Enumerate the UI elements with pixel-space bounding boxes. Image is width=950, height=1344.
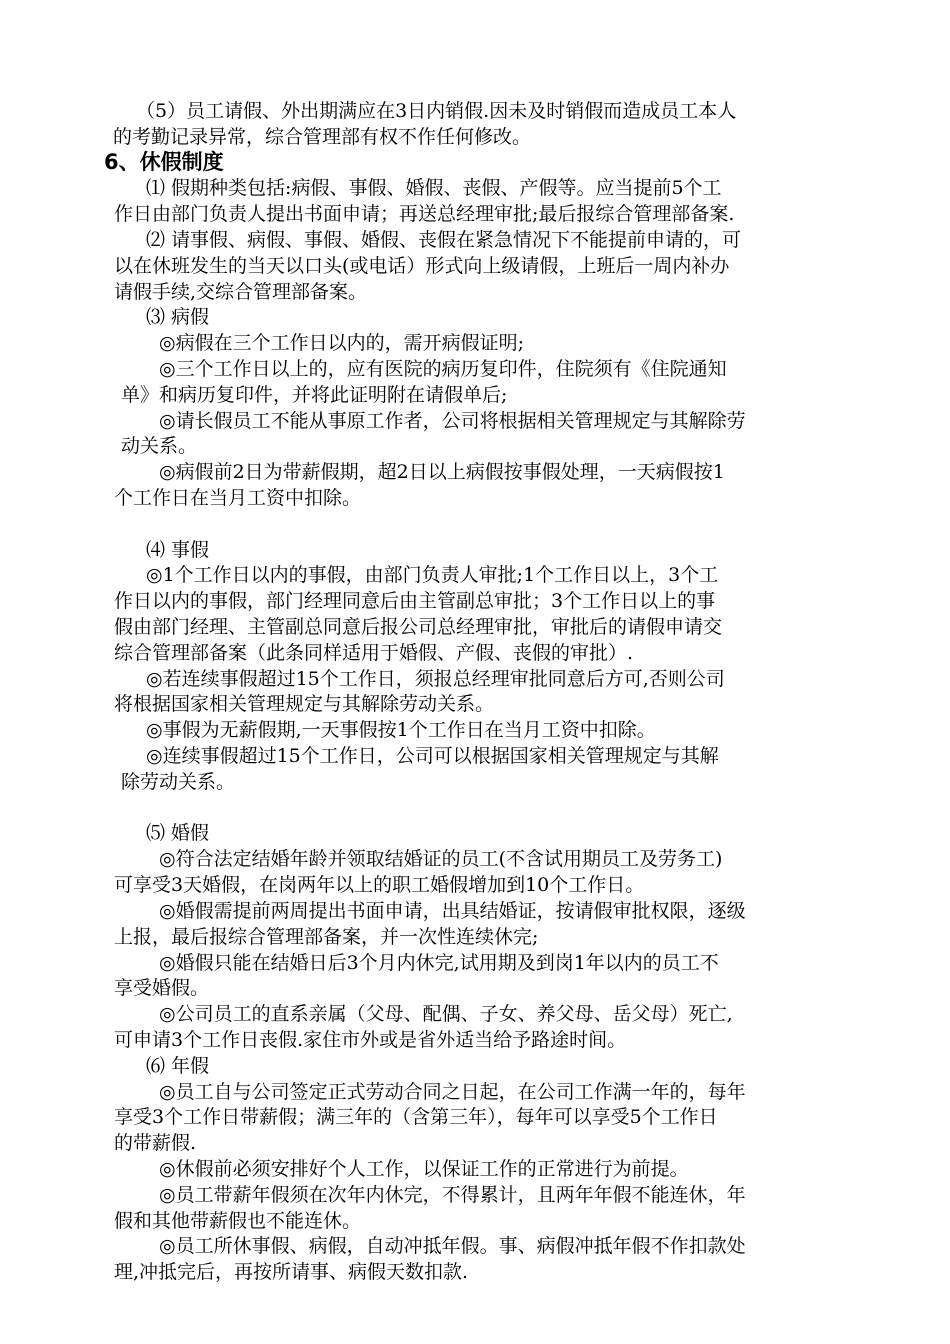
section-heading: 6、休假制度 [104,150,224,174]
text-line: ⑵ 请事假、病假、事假、婚假、丧假在紧急情况下不能提前申请的，可 [146,229,742,251]
text-line: 的带薪假. [114,1132,197,1154]
text-line: 作日以内的事假，部门经理同意后由主管副总审批；3个工作日以上的事 [114,590,716,612]
text-line: ◎婚假需提前两周提出书面申请，出具结婚证，按请假审批权限，逐级 [159,900,746,922]
text-line: ◎病假前2日为带薪假期，超2日以上病假按事假处理，一天病假按1 [159,461,725,483]
text-line: 动关系。 [121,435,198,457]
text-line: 上报，最后报综合管理部备案，并一次性连续休完; [114,926,539,948]
text-line: ◎事假为无薪假期,一天事假按1个工作日在当月工资中扣除。 [146,719,656,741]
text-line: 享受婚假。 [114,977,210,999]
text-line: ◎若连续事假超过15个工作日，须报总经理审批同意后方可,否则公司 [146,668,725,690]
text-line: ◎公司员工的直系亲属（父母、配偶、子女、养父母、岳父母）死亡, [159,1003,733,1025]
text-line: ⑴ 假期种类包括:病假、事假、婚假、丧假、产假等。应当提前5个工 [146,177,722,199]
text-line: 综合管理部备案（此条同样适用于婚假、产假、丧假的审批）. [114,642,634,664]
text-line: 的考勤记录异常，综合管理部有权不作任何修改。 [113,126,532,148]
text-line: ◎员工带薪年假须在次年内休完，不得累计，且两年年假不能连休，年 [159,1184,746,1206]
text-line: （5）员工请假、外出期满应在3日内销假.因未及时销假而造成员工本人 [136,100,737,122]
text-line: ◎病假在三个工作日以内的，需开病假证明; [159,332,524,354]
text-line: 理,冲抵完后，再按所请事、病假天数扣款. [114,1261,469,1283]
text-line: 可享受3天婚假，在岗两年以上的职工婚假增加到10个工作日。 [114,874,645,896]
text-line: ◎三个工作日以上的，应有医院的病历复印件，住院须有《住院通知 [159,358,727,380]
text-line: ◎1个工作日以内的事假，由部门负责人审批;1个工作日以上，3个工 [146,564,719,586]
text-line: ◎请长假员工不能从事原工作者，公司将根据相关管理规定与其解除劳 [159,410,746,432]
subsection-heading: ⑸ 婚假 [146,822,210,844]
text-line: 作日由部门负责人提出书面申请；再送总经理审批;最后报综合管理部备案. [114,203,735,225]
text-line: 请假手续,交综合管理部备案。 [114,281,368,303]
subsection-heading: ⑶ 病假 [146,306,210,328]
text-line: 单》和病历复印件，并将此证明附在请假单后; [121,384,508,406]
text-line: 假和其他带薪假也不能连休。 [114,1210,362,1232]
text-line: 将根据国家相关管理规定与其解除劳动关系。 [114,693,495,715]
text-line: 个工作日在当月工资中扣除。 [114,487,362,509]
text-line: 以在休班发生的当天以口头(或电话）形式向上级请假，上班后一周内补办 [114,255,730,277]
text-line: ◎休假前必须安排好个人工作，以保证工作的正常进行为前提。 [159,1158,689,1180]
text-line: ◎婚假只能在结婚日后3个月内休完,试用期及到岗1年以内的员工不 [159,952,719,974]
text-line: 可申请3个工作日丧假.家住市外或是省外适当给予路途时间。 [114,1029,627,1051]
text-line: 享受3个工作日带薪假；满三年的（含第三年），每年可以享受5个工作日 [114,1106,718,1128]
text-line: 假由部门经理、主管副总同意后报公司总经理审批，审批后的请假申请交 [114,616,723,638]
text-line: ◎连续事假超过15个工作日，公司可以根据国家相关管理规定与其解 [146,745,719,767]
text-line: 除劳动关系。 [121,771,236,793]
text-line: ◎员工自与公司签定正式劳动合同之日起，在公司工作满一年的，每年 [159,1081,746,1103]
text-line: ◎符合法定结婚年龄并领取结婚证的员工(不含试用期员工及劳务工) [159,848,723,870]
text-line: ◎员工所休事假、病假，自动冲抵年假。事、病假冲抵年假不作扣款处 [159,1235,746,1257]
subsection-heading: ⑹ 年假 [146,1055,210,1077]
subsection-heading: ⑷ 事假 [146,539,210,561]
